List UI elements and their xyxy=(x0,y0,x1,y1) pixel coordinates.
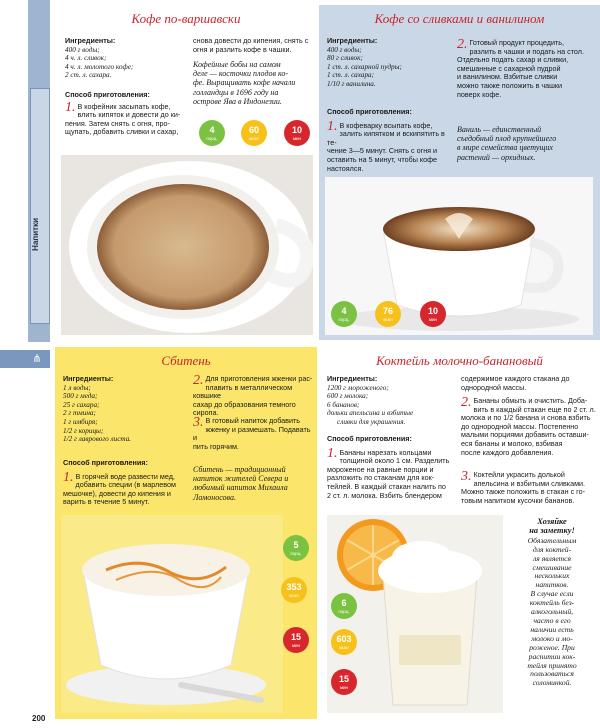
step-text: Готовый продукт процедить, xyxy=(469,38,564,47)
ingredient-item: 400 г воды; xyxy=(327,45,362,54)
step-text: В кофеварку всыпать кофе, xyxy=(339,120,433,130)
method-heading: Способ приготовления: xyxy=(327,434,412,443)
step-text: мороженое на равные порции и xyxy=(327,464,434,474)
step-number: 1. xyxy=(63,469,74,485)
step-text: огня и разлить кофе в чашки. xyxy=(193,44,292,54)
ingredient-item: 2 ст. л. сахара. xyxy=(65,71,112,80)
step-text: товым напитком кусочки бананов. xyxy=(461,495,575,505)
step-text: Отдельно подать сахар и сливки, xyxy=(457,55,569,65)
ingredient-item: 1 ст. л. сахара; xyxy=(327,71,375,80)
ingredient-item: 1 ст. л. сахарной пудры; xyxy=(327,62,402,71)
step-text: вить в каждый стакан еще по 2 ст. л. xyxy=(473,404,596,414)
step-text: жженку и размешать. Подавать и xyxy=(193,424,311,443)
step-text: тейлей. В каждый стакан налить по xyxy=(327,481,446,491)
method-block xyxy=(63,459,188,507)
fact-note xyxy=(457,125,597,162)
ingredient-item: 1200 г мороженого; xyxy=(327,383,389,392)
method-block xyxy=(65,91,190,137)
ingredient-item: 1/10 г ванилина. xyxy=(327,79,376,88)
step-number: 1. xyxy=(327,118,338,134)
ingredient-item: 500 г меда; xyxy=(63,392,98,401)
tip-heading: Хозяйке на заметку! xyxy=(529,517,575,536)
step-text: настоялся. xyxy=(327,163,364,173)
note-line: Ваниль — единственный xyxy=(457,125,542,134)
ingredients-heading: Ингредиенты: xyxy=(65,36,116,45)
ingredients-block xyxy=(63,375,183,444)
method-block xyxy=(327,108,452,173)
servings-badge: 6 порц. xyxy=(331,593,357,619)
calories-badge: 60 ккал xyxy=(241,120,267,146)
calories-badge: 353 ккал xyxy=(281,577,307,603)
ingredient-item: 25 г сахара; xyxy=(63,400,100,409)
note-line: фе. Выращивать кофе начали xyxy=(193,78,296,88)
ingredient-item: 1 л воды; xyxy=(63,383,91,392)
step-text: апельсина и взбитыми сливками. xyxy=(473,478,586,488)
ingredient-item: 4 ч. л. сливок; xyxy=(65,54,107,63)
ingredients-heading: Ингредиенты: xyxy=(63,374,114,383)
step-number: 3. xyxy=(461,469,472,484)
step-text: малыми порциями добавить оставши- xyxy=(461,430,589,440)
step-text: В готовый напиток добавить xyxy=(205,416,301,425)
note-line: любимый напиток Михаила xyxy=(193,483,288,493)
recipe-title: Сбитень xyxy=(161,353,211,368)
step-text: Для приготовления жженки рас- xyxy=(205,374,313,383)
note-line: деле — косточки плодов ко- xyxy=(193,69,289,79)
step-2-block xyxy=(461,397,597,457)
note-line: съедобный плод крупнейшего xyxy=(457,134,557,144)
step-text: сахар до образования темного xyxy=(193,399,296,409)
step-text: 2 ст. л. молока. Взбить блендером xyxy=(327,490,442,500)
note-line: в мире семейства цветущих xyxy=(457,143,553,153)
ingredient-item: 1/2 г корицы; xyxy=(63,426,104,435)
ingredients-heading: Ингредиенты: xyxy=(327,374,378,383)
section-sidebar xyxy=(0,0,55,728)
step-text: молока и по 1/2 банана и снова взбить xyxy=(461,413,591,423)
time-badge: 10 мин xyxy=(420,301,446,327)
step-text: варить в течение 5 минут. xyxy=(63,497,150,507)
step-text: Бананы нарезать кольцами xyxy=(339,447,432,457)
step-text: после каждого добавления. xyxy=(461,447,554,457)
step-continuation xyxy=(193,37,315,54)
housewife-tip xyxy=(507,517,597,688)
fact-note xyxy=(193,60,315,106)
note-line: растений — орхидных. xyxy=(457,152,536,162)
step-number: 2. xyxy=(461,395,472,410)
step-text: и ванилином. Взбитые сливки xyxy=(457,72,558,82)
time-badge: 15 мин xyxy=(283,627,309,653)
recipe-warsaw-coffee xyxy=(55,5,317,340)
method-heading: Способ приготовления: xyxy=(63,458,148,467)
step-text: Коктейли украсить долькой xyxy=(473,470,565,479)
cutlery-icon: ⋔ xyxy=(32,353,42,365)
time-badge: 10 мин xyxy=(284,120,310,146)
step-number: 3. xyxy=(193,415,204,430)
step-text: плавить в металлическом ковшике xyxy=(193,382,293,401)
fact-note xyxy=(193,465,317,502)
step-text: разлить в чашки и подать на стол. xyxy=(469,46,584,56)
ingredients-heading: Ингредиенты: xyxy=(327,36,378,45)
step-text: смешанные с сахарной пудрой xyxy=(457,63,561,73)
step-text: влить кипяток и довести до ки- xyxy=(77,110,181,120)
note-line: голландцы в 1696 году на xyxy=(193,87,279,97)
step-text: щупать, добавить сливки и сахар, xyxy=(65,127,179,137)
calories-badge: 76 ккал xyxy=(375,301,401,327)
section-label: Напитки xyxy=(31,218,40,251)
ingredient-item: дольки апельсина и взбитые xyxy=(327,409,414,418)
ingredient-item: 1/2 г лаврового листа. xyxy=(63,435,132,444)
ingredient-item: сливки для украшения. xyxy=(337,417,406,426)
step-text: добавить специи (в марлевом xyxy=(75,480,176,490)
step-text: содержимое каждого стакана до xyxy=(461,374,570,383)
note-line: Ломоносова. xyxy=(193,492,236,502)
step-number: 1. xyxy=(327,445,338,461)
step-text: поверх кофе. xyxy=(457,89,502,99)
ingredient-item: 6 бананов; xyxy=(327,400,360,409)
step-text: В кофейник засыпать кофе, xyxy=(77,101,171,111)
step-text: снова довести до кипения, снять с xyxy=(193,36,309,45)
ingredients-block xyxy=(327,37,445,89)
tip-text: Обязательным для коктей- ля является смешивание нескольких напитков. В случае если коктейль без- алкогольный, часто в его наличии есть молоко и мо- роженое. При распитии кок- тейля принято пользоваться соломинкой. xyxy=(527,535,577,688)
step-3-block xyxy=(193,417,315,451)
step-text: разложить по стаканам для кок- xyxy=(327,473,435,483)
step-text: В горячей воде развести мед, xyxy=(75,471,175,481)
servings-badge: 5 порц. xyxy=(283,535,309,561)
method-heading: Способ приготовления: xyxy=(65,90,150,99)
note-line: Кофейные бобы на самом xyxy=(193,60,281,69)
step-text: толщиной около 1 см. Разделить xyxy=(339,456,450,466)
step-number: 2. xyxy=(457,37,468,52)
ingredient-item: 80 г сливок; xyxy=(327,54,363,63)
step-text: оставить на 5 минут, чтобы кофе xyxy=(327,154,437,164)
ingredient-item: 4 ч. л. молотого кофе; xyxy=(65,62,134,71)
step-text: чение 3—5 минут. Снять с огня и xyxy=(327,146,438,156)
recipe-coffee-cream-vanilla xyxy=(319,5,600,340)
step-text: мешочке), довести до кипения и xyxy=(63,488,171,498)
cappuccino-photo xyxy=(325,177,593,335)
note-line: Сбитень — традиционный xyxy=(193,465,286,474)
note-line: острове Ява в Индонезии. xyxy=(193,96,282,106)
step-continuation xyxy=(461,375,597,392)
sbiten-cup-photo xyxy=(61,515,283,713)
recipe-title: Коктейль молочно-банановый xyxy=(376,353,543,368)
ingredients-block xyxy=(65,37,185,80)
step-text: еся бананы и молоко, взбивая xyxy=(461,438,563,448)
section-tab xyxy=(30,88,50,324)
page-number: 200 xyxy=(32,714,46,723)
step-text: сиропа. xyxy=(193,408,219,418)
recipe-sbiten xyxy=(55,347,317,719)
ingredient-item: 600 г молока; xyxy=(327,392,369,401)
step-text: можно также положить в чашки xyxy=(457,80,563,90)
recipe-milk-banana-cocktail xyxy=(319,347,600,719)
ingredient-item: 2 г тмина; xyxy=(63,409,96,418)
method-block xyxy=(327,435,457,500)
step-text: до однородной массы. Постепенно xyxy=(461,421,579,431)
recipe-title: Кофе со сливками и ванилином xyxy=(374,11,545,26)
ingredients-block xyxy=(327,375,452,427)
calories-badge: 603 ккал xyxy=(331,629,357,655)
step-text: однородной массы. xyxy=(461,382,527,392)
step-text: Можно также положить в стакан с го- xyxy=(461,487,586,497)
step-number: 1. xyxy=(65,99,76,115)
step-text: залить кипятком и вскипятить в те- xyxy=(327,129,445,147)
step-2-block xyxy=(193,375,315,418)
step-text: Бананы обмыть и очистить. Доба- xyxy=(473,396,588,405)
step-number: 2. xyxy=(193,373,204,388)
step-3-block xyxy=(461,471,597,505)
step-2-block xyxy=(457,39,597,99)
method-heading: Способ приготовления: xyxy=(327,107,412,116)
recipe-title: Кофе по-варшавски xyxy=(131,11,241,26)
ingredient-item: 1 г имбиря; xyxy=(63,417,98,426)
coffee-cup-photo xyxy=(61,155,313,335)
step-text: пить горячим. xyxy=(193,441,239,451)
step-text: пения. Затем снять с огня, про- xyxy=(65,118,170,128)
servings-badge: 4 порц. xyxy=(199,120,225,146)
ingredient-item: 400 г воды; xyxy=(65,45,100,54)
servings-badge: 4 порц. xyxy=(331,301,357,327)
time-badge: 15 мин xyxy=(331,669,357,695)
note-line: напиток жителей Севера и xyxy=(193,474,289,484)
